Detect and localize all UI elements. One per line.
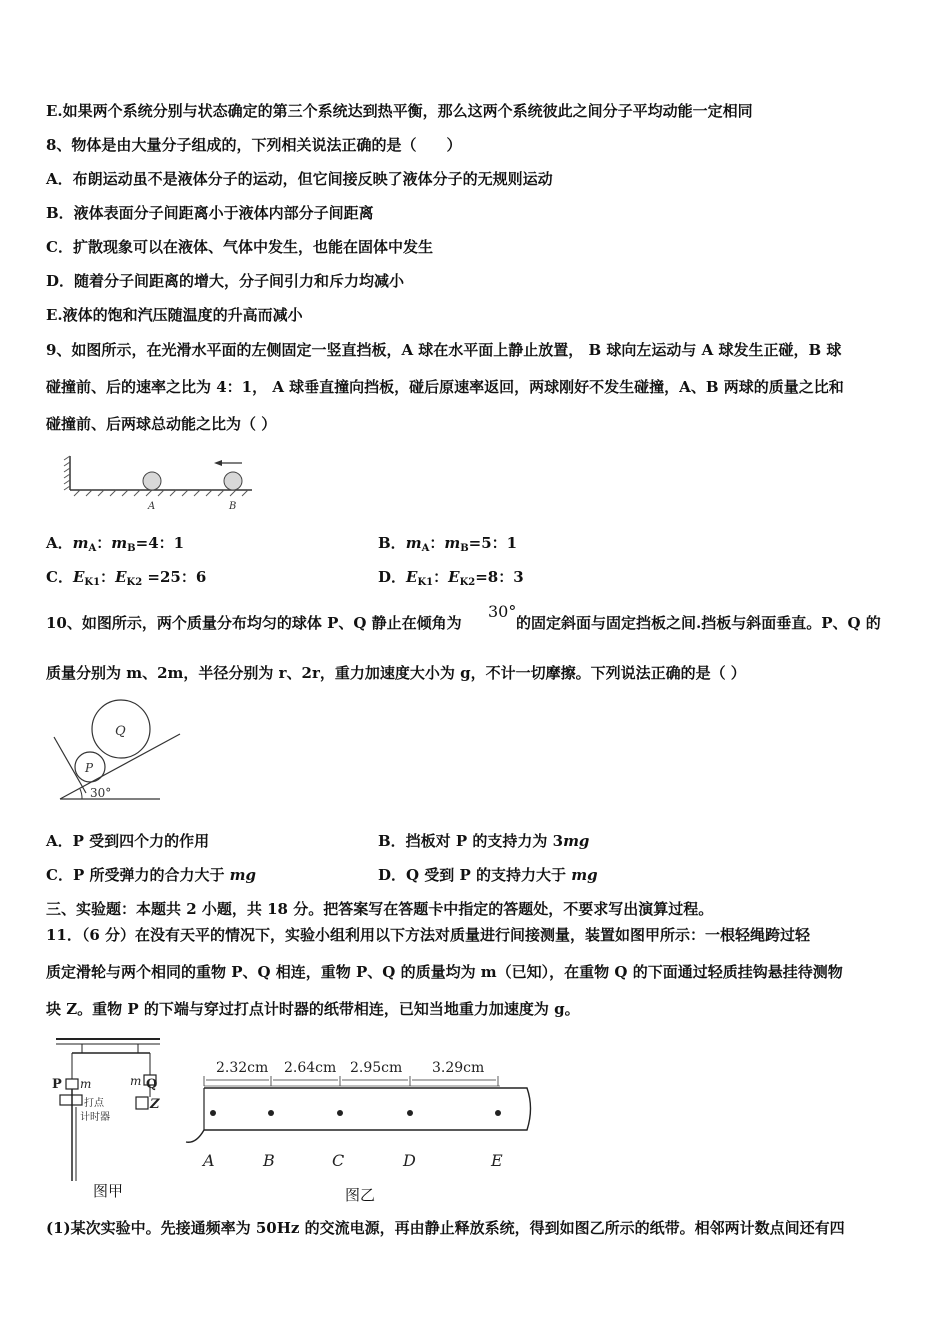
question-9-option-a: A．$m_A$：$m_B=4$：1 (46, 534, 185, 554)
section-3-heading: 三、实验题：本题共 2 小题，共 18 分。把答案写在答题卡中指定的答题处，不要求写出演算过程。 (46, 900, 714, 918)
question-8-stem: 8、物体是由大量分子组成的，下列相关说法正确的是（ ） (46, 136, 462, 154)
question-8-option-a: A．布朗运动虽不是液体分子的运动，但它间接反映了液体分子的无规则运动 (46, 170, 553, 188)
label-q: Q (146, 1077, 158, 1092)
baffle-plate (54, 737, 86, 793)
dot-b (268, 1110, 274, 1116)
label-z: Z (150, 1097, 160, 1112)
label-p: P (85, 761, 94, 775)
distance-ab: 2.32cm (216, 1060, 269, 1076)
label-p: P (52, 1077, 62, 1092)
question-9-option-c: C．$E_{K1}$：$E_{K2} =25$：6 (46, 568, 207, 588)
timer-box (60, 1095, 82, 1105)
label-a: A (148, 501, 156, 512)
question-8-option-c: C．扩散现象可以在液体、气体中发生，也能在固体中发生 (46, 238, 433, 256)
label-b: B (229, 501, 237, 512)
label-m-left: m (80, 1077, 92, 1091)
question-11-part-1: (1)某次实验中。先接通频率为 50Hz 的交流电源，再由静止释放系统，得到如图乙所示的纸带。相邻两计数点间还有四 (46, 1219, 845, 1237)
distance-bc: 2.64cm (284, 1060, 337, 1076)
question-10-option-d: D．Q 受到 P 的支持力大于 mg (378, 866, 598, 884)
label-m-right: m (130, 1074, 142, 1088)
dot-c (337, 1110, 343, 1116)
question-10-option-a: A．P 受到四个力的作用 (46, 832, 210, 850)
figure-11-apparatus (50, 1035, 170, 1183)
point-a: A (203, 1151, 215, 1170)
question-9-option-b: B．$m_A$：$m_B=5$：1 (378, 534, 518, 554)
question-9-line-3: 碰撞前、后两球总动能之比为（ ） (46, 415, 277, 433)
distance-de: 3.29cm (432, 1060, 485, 1076)
ball-b (224, 472, 242, 490)
question-11-line-2: 质定滑轮与两个相同的重物 P、Q 相连，重物 P、Q 的质量均为 m（已知），在重物 Q 的下面通过轻质挂钩悬挂待测物 (46, 963, 843, 981)
ball-a (143, 472, 161, 490)
label-angle: 30° (90, 786, 112, 800)
line-e-thermal: E.如果两个系统分别与状态确定的第三个系统达到热平衡，那么这两个系统彼此之间分子平均动能一定相同 (46, 102, 753, 120)
weight-p (66, 1079, 78, 1089)
label-q: Q (115, 724, 126, 739)
dot-e (495, 1110, 501, 1116)
question-9-line-1: 9、如图所示，在光滑水平面的左侧固定一竖直挡板，A 球在水平面上静止放置， B 球向左运动与 A 球发生正碰，B 球 (46, 341, 842, 359)
figure-10-incline (52, 697, 192, 805)
question-10-line-2: 质量分别为 m、2m，半径分别为 r、2r，重力加速度大小为 g，不计一切摩擦。下列说法正确的是（ ） (46, 664, 746, 682)
figure-11-tape (182, 1050, 552, 1172)
question-9-line-2: 碰撞前、后的速率之比为 4：1， A 球垂直撞向挡板，碰后原速率返回，两球刚好不发生碰撞，A、B 两球的质量之比和 (46, 378, 844, 396)
question-10-angle: 30° (488, 602, 517, 621)
question-10-option-b: B．挡板对 P 的支持力为 3mg (378, 832, 590, 850)
distance-cd: 2.95cm (350, 1060, 403, 1076)
incline-surface (60, 734, 180, 799)
question-8-option-b: B．液体表面分子间距离小于液体内部分子间距离 (46, 204, 374, 222)
question-8-option-d: D．随着分子间距离的增大，分子间引力和斥力均减小 (46, 272, 405, 290)
label-timer-2: 计时器 (80, 1112, 110, 1123)
point-c: C (332, 1151, 345, 1170)
question-11-line-3: 块 Z。重物 P 的下端与穿过打点计时器的纸带相连，已知当地重力加速度为 g。 (46, 1000, 580, 1018)
question-10-line-1a: 10、如图所示，两个质量分布均匀的球体 P、Q 静止在倾角为 (46, 614, 462, 632)
caption-figure-jia: 图甲 (93, 1182, 124, 1200)
block-z (136, 1097, 148, 1109)
dot-d (407, 1110, 413, 1116)
point-b: B (263, 1151, 275, 1170)
figure-9-collision (60, 452, 270, 514)
question-8-option-e: E.液体的饱和汽压随温度的升高而减小 (46, 306, 303, 324)
dot-a (210, 1110, 216, 1116)
label-timer-1: 打点 (84, 1098, 104, 1109)
caption-figure-yi: 图乙 (345, 1186, 376, 1204)
question-9-option-d: D．$E_{K1}$：$E_{K2}=8$：3 (378, 568, 524, 588)
question-10-option-c: C．P 所受弹力的合力大于 mg (46, 866, 257, 884)
question-11-line-1: 11．（6 分）在没有天平的情况下，实验小组利用以下方法对质量进行间接测量，装置如图甲所示：一根轻绳跨过轻 (46, 926, 811, 944)
point-d: D (403, 1151, 416, 1170)
question-10-line-1b: 的固定斜面与固定挡板之间.挡板与斜面垂直。P、Q 的 (516, 614, 881, 632)
point-e: E (491, 1151, 503, 1170)
